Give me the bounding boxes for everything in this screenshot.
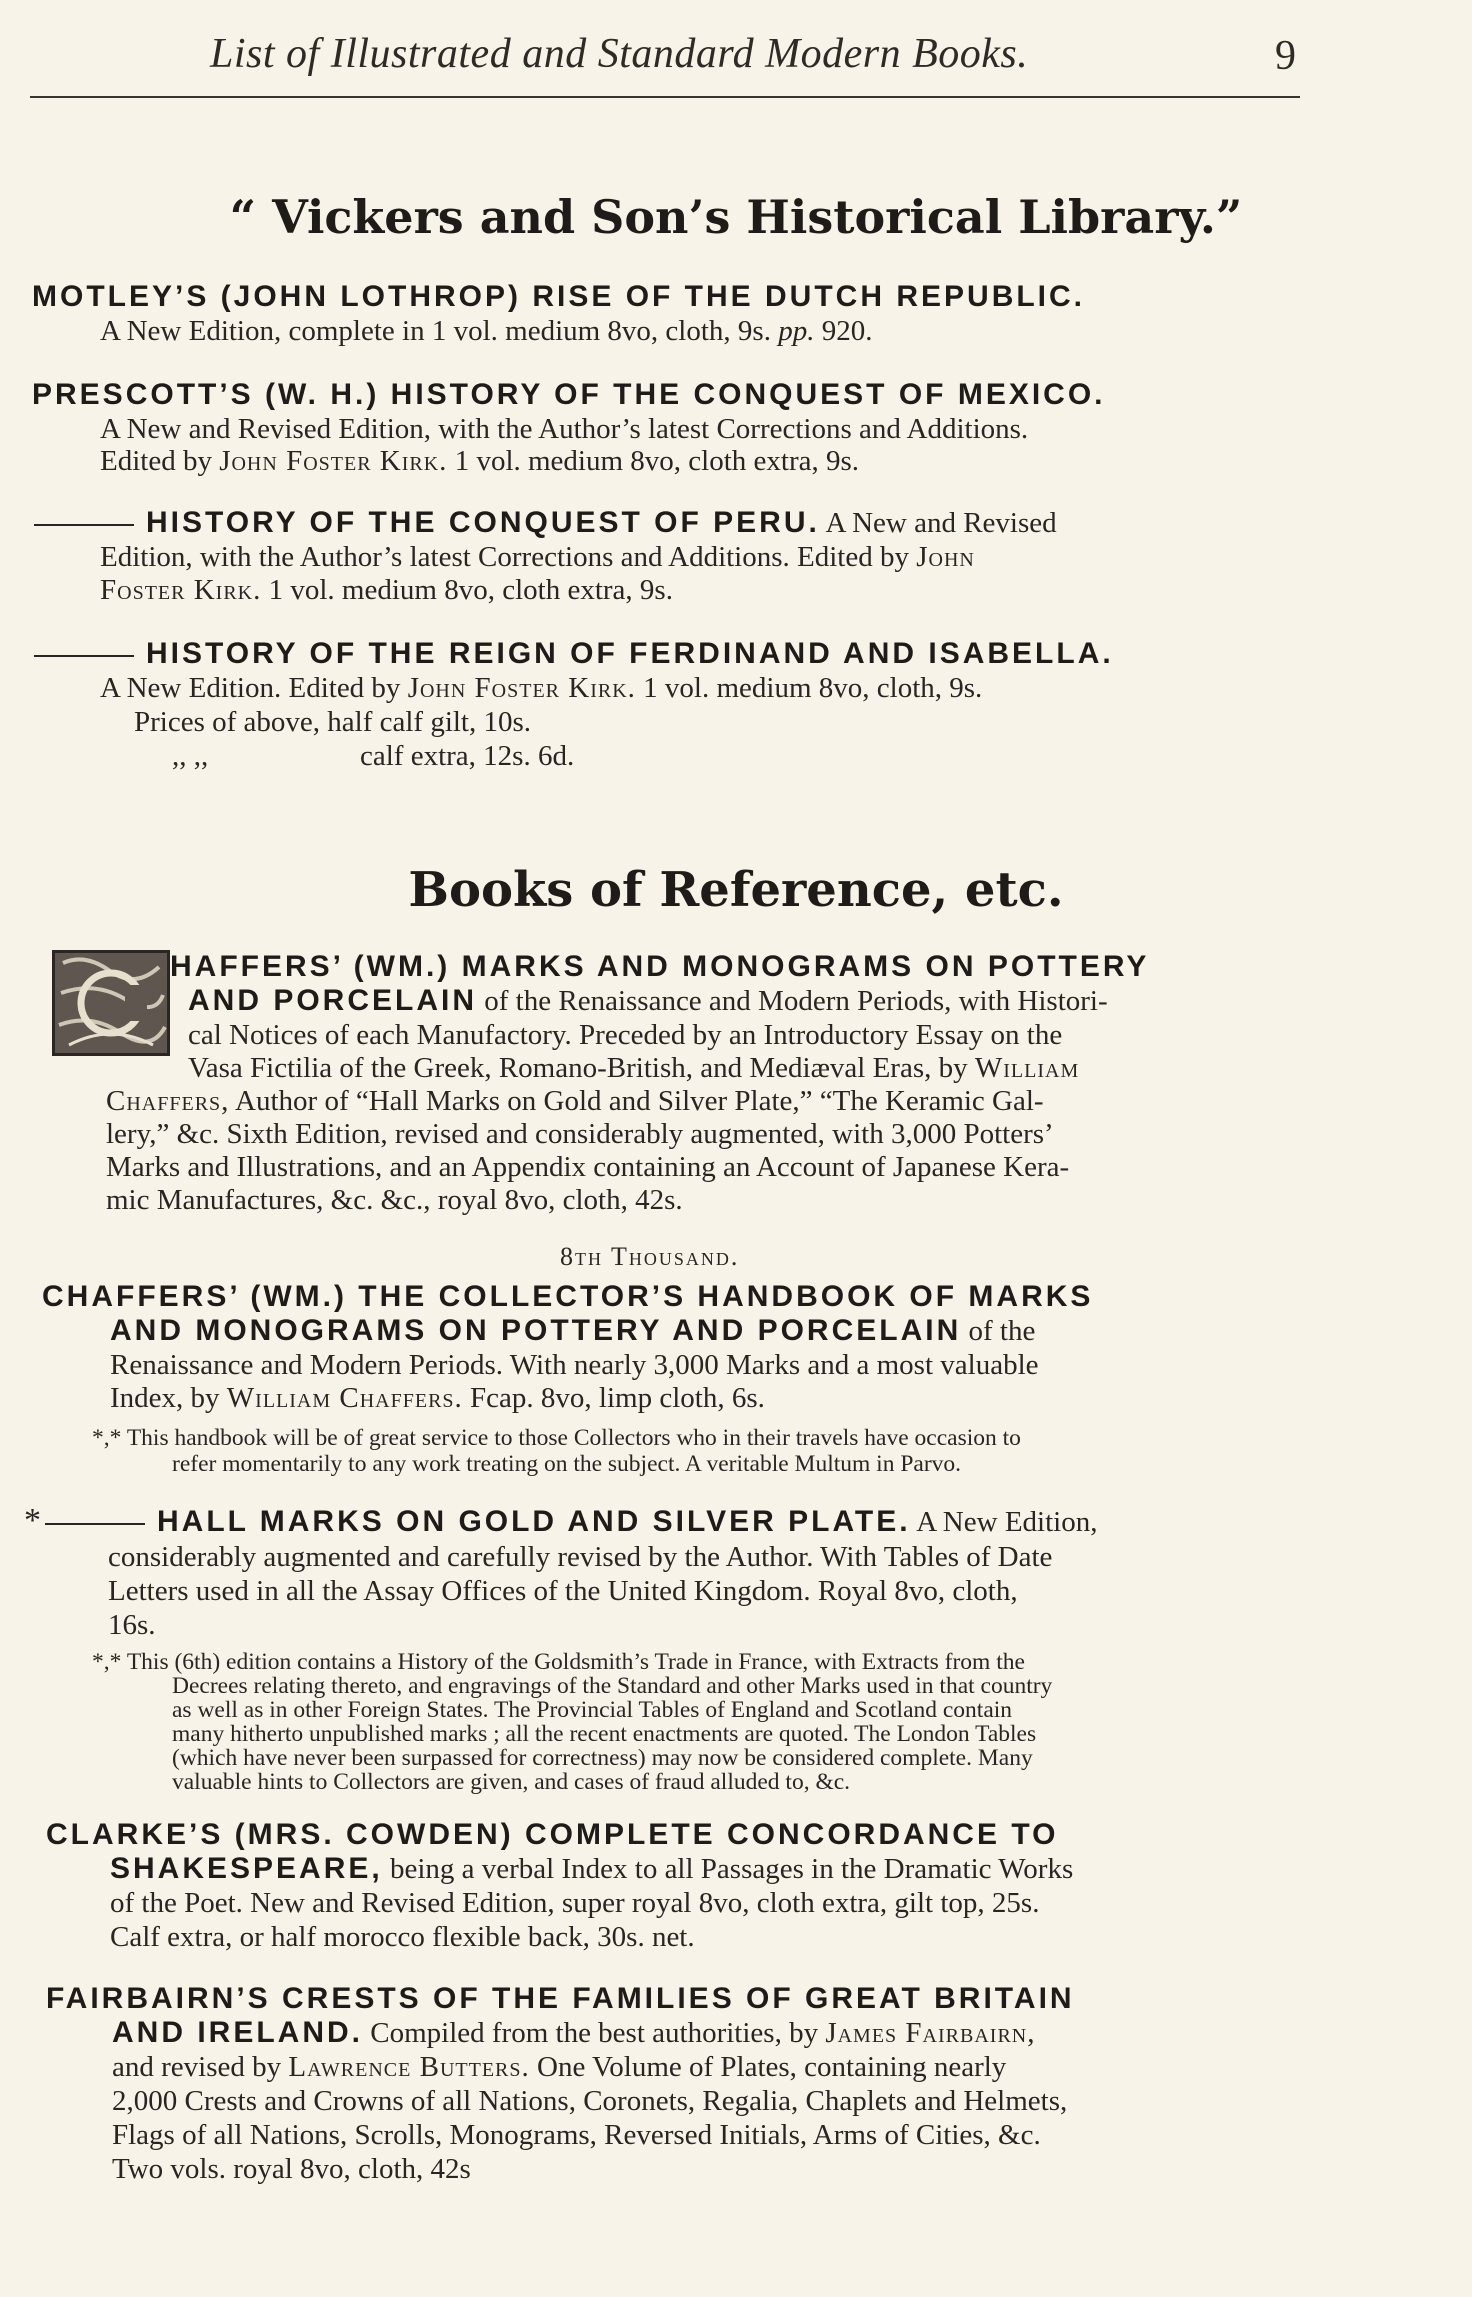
entry-text: Prices of above, half calf gilt, 10s. [134,706,532,738]
entry-text: A New Edition, complete in 1 vol. medium 8vo, cloth, 9s. pp. 920. [100,315,873,347]
entry-text: Vasa Fictilia of the Greek, Romano-British, and Mediæval Eras, by William [188,1052,1080,1084]
entry-text: mic Manufactures, &c. &c., royal 8vo, cloth, 42s. [106,1184,683,1216]
decorative-initial-c-icon [52,950,170,1056]
entry-note: *,* This handbook will be of great service to those Collectors who in their travels have occasion to [92,1425,1021,1451]
entry-heading: MOTLEY’S (JOHN LOTHROP) RISE OF THE DUTCH REPUBLIC. [32,280,1086,313]
entry-note: (which have never been surpassed for correctness) may now be considered complete. Many [172,1745,1033,1771]
entry-text: Chaffers, Author of “Hall Marks on Gold and Silver Plate,” “The Keramic Gal- [106,1085,1044,1117]
entry-heading-line: HISTORY OF THE REIGN OF FERDINAND AND ISABELLA. [34,637,1114,671]
entry-text: Letters used in all the Assay Offices of the United Kingdom. Royal 8vo, cloth, [108,1575,1018,1607]
ditto-rule [34,524,134,526]
entry-heading: PRESCOTT’S (W. H.) HISTORY OF THE CONQUEST OF MEXICO. [32,378,1106,411]
entry-text: Flags of all Nations, Scrolls, Monograms, Reversed Initials, Arms of Cities, &c. [112,2119,1041,2151]
entry-text: Index, by William Chaffers. Fcap. 8vo, limp cloth, 6s. [110,1382,765,1414]
entry-text: of the Poet. New and Revised Edition, super royal 8vo, cloth extra, gilt top, 25s. [110,1887,1040,1919]
entry-heading: FAIRBAIRN’S CRESTS OF THE FAMILIES OF GREAT BRITAIN [46,1982,1075,2015]
entry-text: Edited by John Foster Kirk. 1 vol. medium 8vo, cloth extra, 9s. [100,445,860,477]
entry-text: cal Notices of each Manufactory. Preceded by an Introductory Essay on the [188,1019,1063,1051]
entry-heading-line: HISTORY OF THE CONQUEST OF PERU. A New and Revised [34,506,1057,540]
page-number: 9 [1275,33,1296,79]
entry-note: Decrees relating thereto, and engravings of the Standard and other Marks used in that country [172,1673,1053,1699]
entry-heading-line: SHAKESPEARE, being a verbal Index to all Passages in the Dramatic Works [110,1852,1074,1885]
entry-heading-line: AND MONOGRAMS ON POTTERY AND PORCELAIN of the [110,1314,1036,1347]
entry-text: Calf extra, or half morocco flexible back, 30s. net. [110,1921,695,1953]
thousand-label: 8th Thousand. [560,1242,740,1271]
entry-text: 16s. [108,1609,156,1641]
entry-note: many hitherto unpublished marks ; all the recent enactments are quoted. The London Tables [172,1721,1037,1747]
ditto-rule [45,1523,145,1525]
entry-heading-line: * HALL MARKS ON GOLD AND SILVER PLATE. A New Edition, [24,1502,1098,1539]
entry-text: ,, ,, calf extra, 12s. 6d. [172,740,575,772]
entry-text: considerably augmented and carefully revised by the Author. With Tables of Date [108,1541,1053,1573]
entry-text: 2,000 Crests and Crowns of all Nations, Coronets, Regalia, Chaplets and Helmets, [112,2085,1068,2117]
entry-text: and revised by Lawrence Butters. One Volume of Plates, containing nearly [112,2051,1007,2083]
entry-heading-line: AND IRELAND. Compiled from the best authorities, by James Fairbairn, [112,2016,1036,2049]
entry-text: AND PORCELAIN of the Renaissance and Modern Periods, with Histori- [188,984,1108,1017]
entry-text: Two vols. royal 8vo, cloth, 42s [112,2153,471,2185]
entry-heading: HAFFERS’ (WM.) MARKS AND MONOGRAMS ON POTTERY [170,950,1150,983]
entry-text: lery,” &c. Sixth Edition, revised and considerably augmented, with 3,000 Potters’ [106,1118,1054,1150]
entry-heading: CHAFFERS’ (WM.) THE COLLECTOR’S HANDBOOK OF MARKS [42,1280,1094,1313]
ditto-rule [34,655,134,657]
entry-note: valuable hints to Collectors are given, and cases of fraud alluded to, &c. [172,1769,851,1795]
entry-text: Renaissance and Modern Periods. With nearly 3,000 Marks and a most valuable [110,1349,1039,1381]
entry-text: A New and Revised Edition, with the Author’s latest Corrections and Additions. [100,413,1029,445]
entry-text: Foster Kirk. 1 vol. medium 8vo, cloth extra, 9s. [100,574,673,606]
running-header [30,30,1300,98]
entry-note: refer momentarily to any work treating on the subject. A veritable Multum in Parvo. [172,1451,962,1477]
ornament-icon [55,953,167,1053]
entry-text: A New Edition. Edited by John Foster Kirk. 1 vol. medium 8vo, cloth, 9s. [100,672,983,704]
section-title-books-of-reference: Books of Reference, etc. [408,862,1064,918]
section-title-historical-library: “ Vickers and Son’s Historical Library.” [229,190,1243,244]
entry-heading: CLARKE’S (MRS. COWDEN) COMPLETE CONCORDANCE TO [46,1818,1059,1851]
entry-note: *,* This (6th) edition contains a History of the Goldsmith’s Trade in France, with Extracts from the [92,1649,1025,1675]
entry-text: Edition, with the Author’s latest Corrections and Additions. Edited by John [100,541,975,573]
running-title: List of Illustrated and Standard Modern Books. [210,31,1029,77]
entry-note: as well as in other Foreign States. The Provincial Tables of England and Scotland contain [172,1697,1013,1723]
entry-text: Marks and Illustrations, and an Appendix containing an Account of Japanese Kera- [106,1151,1070,1183]
